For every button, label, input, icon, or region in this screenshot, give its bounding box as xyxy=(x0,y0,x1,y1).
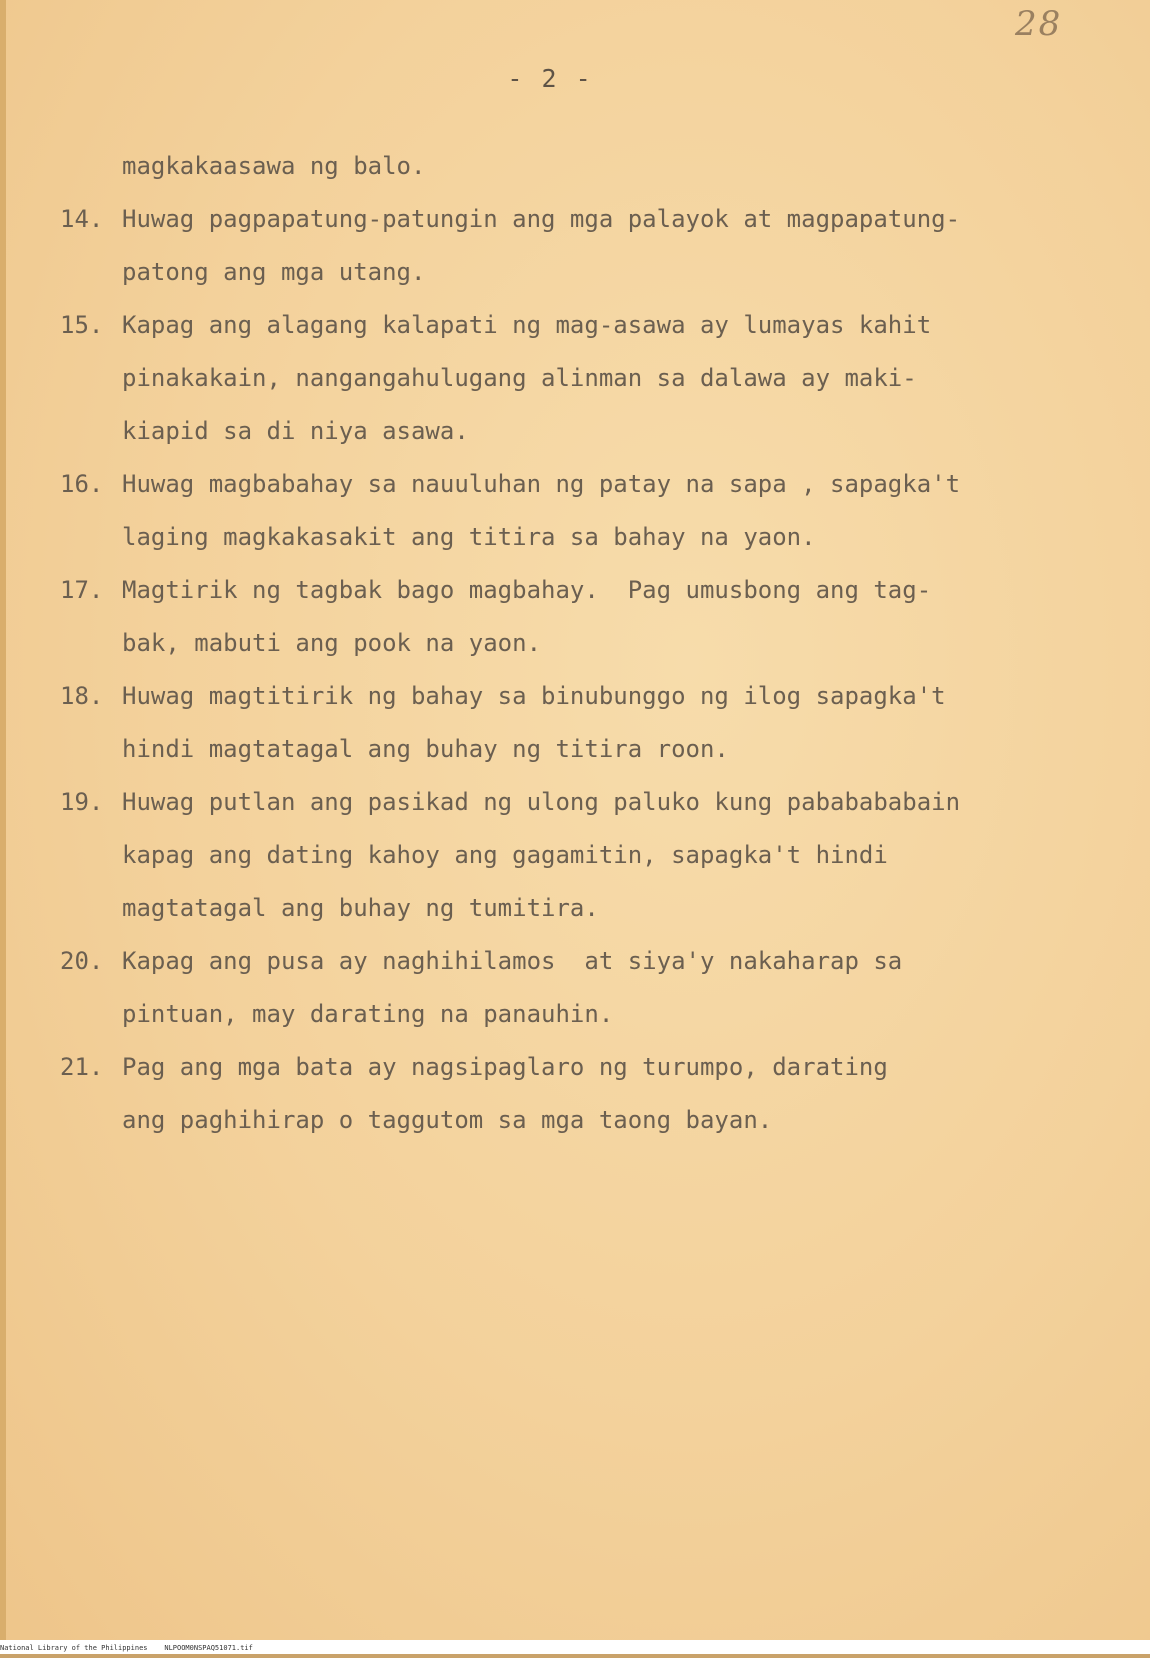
item-line: Pag ang mga bata ay nagsipaglaro ng turumpo, darating xyxy=(122,1053,888,1081)
list-item-16 xyxy=(60,458,1100,564)
item-line: hindi magtatagal ang buhay ng titira roon. xyxy=(122,735,729,763)
item-number: 17. xyxy=(60,576,104,604)
item-line: Huwag pagpapatung-patungin ang mga palayok at magpapatung- xyxy=(122,205,961,233)
item-number: 15. xyxy=(60,311,104,339)
list-item-19 xyxy=(60,776,1100,935)
item-line: Huwag magbabahay sa nauuluhan ng patay na sapa , sapagka't xyxy=(122,470,961,498)
paper-edge xyxy=(0,0,6,1658)
item-number: 14. xyxy=(60,205,104,233)
typed-text-block xyxy=(60,140,1100,1147)
item-line: magtatagal ang buhay ng tumitira. xyxy=(122,894,599,922)
item-number: 19. xyxy=(60,788,104,816)
item-line: Kapag ang pusa ay naghihilamos at siya'y nakaharap sa xyxy=(122,947,903,975)
page-number: - 2 - xyxy=(507,64,593,93)
item-line: ang paghihirap o taggutom sa mga taong bayan. xyxy=(122,1106,773,1134)
item-number: 20. xyxy=(60,947,104,975)
list-item-14 xyxy=(60,193,1100,299)
item-line: bak, mabuti ang pook na yaon. xyxy=(122,629,542,657)
item-line: Magtirik ng tagbak bago magbahay. Pag umusbong ang tag- xyxy=(122,576,932,604)
item-line: Huwag magtitirik ng bahay sa binubunggo ng ilog sapagka't xyxy=(122,682,946,710)
item-line: Kapag ang alagang kalapati ng mag-asawa ay lumayas kahit xyxy=(122,311,932,339)
item-line: pinakakain, nangangahulugang alinman sa dalawa ay maki- xyxy=(122,364,917,392)
item-number: 21. xyxy=(60,1053,104,1081)
list-item-21 xyxy=(60,1041,1100,1147)
item-line: kiapid sa di niya asawa. xyxy=(122,417,469,445)
folio-number: 28 xyxy=(1015,4,1063,44)
scan-footer-bar xyxy=(0,1654,1150,1658)
list-item-15 xyxy=(60,299,1100,458)
item-line: kapag ang dating kahoy ang gagamitin, sapagka't hindi xyxy=(122,841,888,869)
item-line: laging magkakasakit ang titira sa bahay na yaon. xyxy=(122,523,816,551)
scan-footer: National Library of the Philippines NLPOOM0NSPAQ51071.tif xyxy=(0,1640,1150,1656)
item-number: 18. xyxy=(60,682,104,710)
item-number: 16. xyxy=(60,470,104,498)
list-item-18 xyxy=(60,670,1100,776)
item-line: pintuan, may darating na panauhin. xyxy=(122,1000,614,1028)
list-item-20 xyxy=(60,935,1100,1041)
item-line: patong ang mga utang. xyxy=(122,258,426,286)
item-line: Huwag putlan ang pasikad ng ulong paluko kung pababababain xyxy=(122,788,961,816)
list-item-17 xyxy=(60,564,1100,670)
continuation-line: magkakaasawa ng balo. xyxy=(122,152,426,180)
